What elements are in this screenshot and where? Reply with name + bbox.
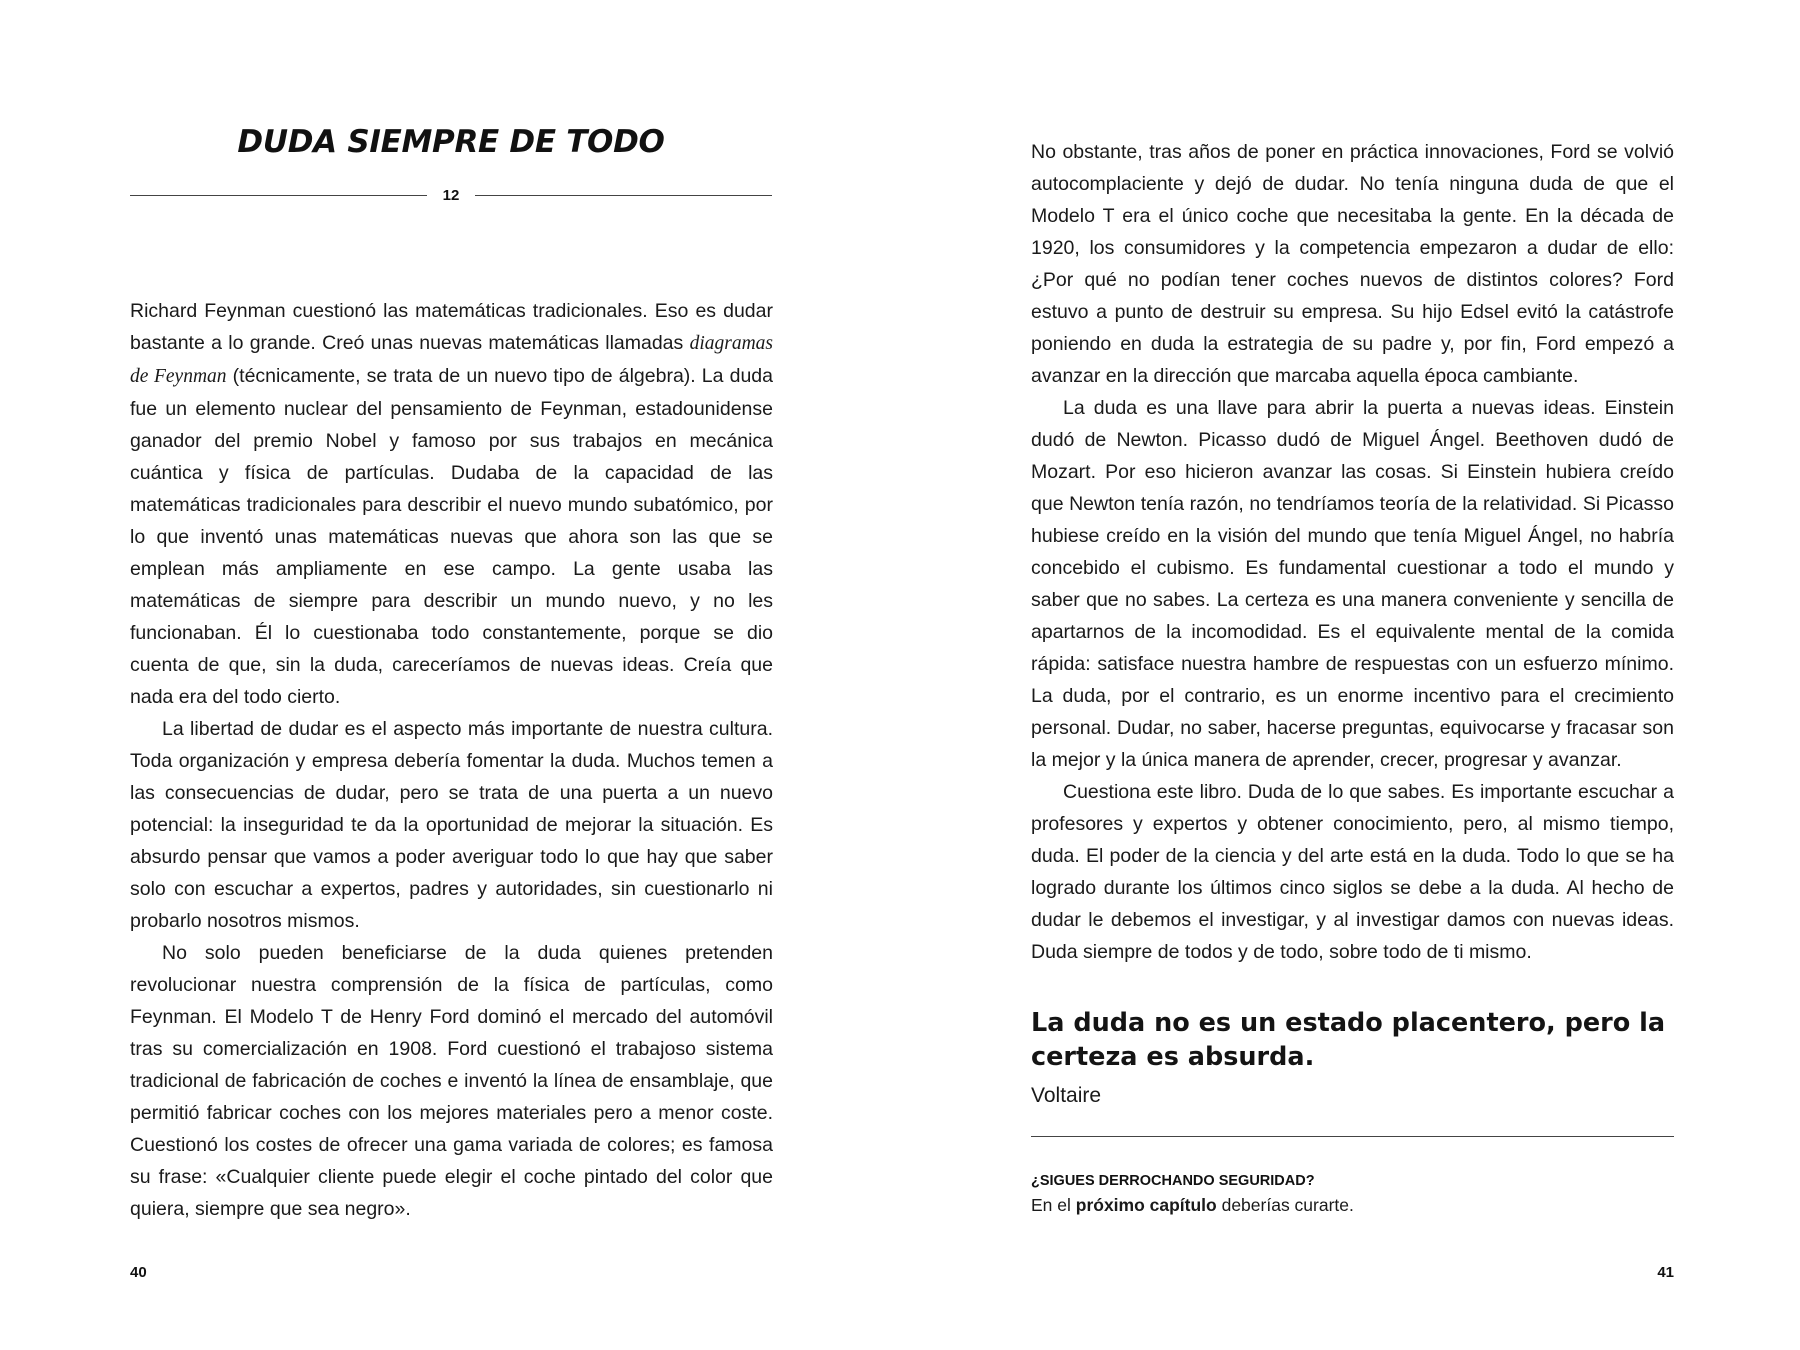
rule-line-right [475, 195, 772, 196]
next-chapter-text [1031, 1192, 1674, 1218]
paragraph [130, 295, 773, 713]
paragraph-text: Richard Feynman cuestionó las matemáticas tradicionales. Eso es dudar bastante a lo grande. Creó unas nuevas matemáticas llamadas [130, 300, 773, 354]
paragraph: La duda es una llave para abrir la puerta a nuevas ideas. Einstein dudó de Newton. Picasso dudó de Miguel Ángel. Beethoven dudó de Mozart. Por eso hicieron avanzar las cosas. Si Einstein hubiera creído que Newton tenía razón, no tendríamos teoría de la relatividad. Si Picasso hubiese creído en la visión del mundo que tenía Miguel Ángel, no habría concebido el cubismo. Es fundamental cuestionar a todo el mundo y saber que no sabes. La certeza es una manera conveniente y sencilla de apartarnos de la incomodidad. Es el equivalente mental de la comida rápida: satisface nuestra hambre de respuestas con un esfuerzo mínimo. La duda, por el contrario, es un enorme incentivo para el crecimiento personal. Dudar, no saber, hacerse preguntas, equivocarse y fracasar son la mejor y la única manera de aprender, crecer, progresar y avanzar. [1031, 397, 1674, 771]
rule-line-left [130, 195, 427, 196]
page-number: 41 [1657, 1264, 1674, 1281]
paragraph: No solo pueden beneficiarse de la duda quienes pretenden revolucionar nuestra comprensión de la física de partículas, como Feynman. El Modelo T de Henry Ford dominó el mercado del automóvil tras su comercialización en 1908. Ford cuestionó el trabajoso sistema tradicional de fabricación de coches e inventó la línea de ensamblaje, que permitió fabricar coches con los mejores materiales pero a menor coste. Cuestionó los costes de ofrecer una gama variada de colores; es famosa su frase: «Cualquier cliente puede elegir el coche pintado del color que quiera, siempre que sea negro». [130, 942, 773, 1220]
quote-author: Voltaire [1031, 1084, 1102, 1107]
right-page [900, 0, 1800, 1350]
next-chapter-teaser [1031, 1170, 1674, 1218]
paragraph: La libertad de dudar es el aspecto más importante de nuestra cultura. Toda organización y empresa debería fomentar la duda. Muchos temen a las consecuencias de dudar, pero se trata de una puerta a un nuevo potencial: la inseguridad te da la oportunidad de mejorar la situación. Es absurdo pensar que vamos a poder averiguar todo lo que hay que saber solo con escuchar a expertos, padres y autoridades, sin cuestionarlo ni probarlo nosotros mismos. [130, 718, 773, 932]
right-body-text [1031, 136, 1674, 968]
next-text-before: En el [1031, 1195, 1076, 1215]
divider [1031, 1136, 1674, 1137]
italic-term: diagramas de Feynman [130, 333, 773, 387]
next-text-after: deberías curarte. [1216, 1195, 1354, 1215]
paragraph-text: (técnicamente, se trata de un nuevo tipo de álgebra). La duda fue un elemento nuclear del pensamiento de Feynman, estadounidense ganador del premio Nobel y famoso por sus trabajos en mecánica cuántica y física de partículas. Dudaba de la capacidad de las matemáticas tradicionales para describir el nuevo mundo subatómico, por lo que inventó unas matemáticas nuevas que ahora son las que se emplean más ampliamente en ese campo. La gente usaba las matemáticas de siempre para describir un mundo nuevo, y no les funcionaban. Él lo cuestionaba todo constantemente, porque se dio cuenta de que, sin la duda, careceríamos de nuevas ideas. Creía que nada era del todo cierto. [130, 365, 773, 708]
quote-block [1031, 1006, 1674, 1108]
chapter-title: DUDA SIEMPRE DE TODO [237, 124, 665, 160]
page-number: 40 [130, 1264, 147, 1281]
next-chapter-heading: ¿SIGUES DERROCHANDO SEGURIDAD? [1031, 1173, 1315, 1189]
chapter-number: 12 [442, 186, 460, 204]
paragraph: No obstante, tras años de poner en práctica innovaciones, Ford se volvió autocomplaciente y dejó de dudar. No tenía ninguna duda de que el Modelo T era el único coche que necesitaba la gente. En la década de 1920, los consumidores y la competencia empezaron a dudar de ello: ¿Por qué no podían tener coches nuevos de distintos colores? Ford estuvo a punto de destruir su empresa. Su hijo Edsel evitó la catástrofe poniendo en duda la estrategia de su padre y, por fin, Ford empezó a avanzar en la dirección que marcaba aquella época cambiante. [1031, 141, 1674, 387]
paragraph: Cuestiona este libro. Duda de lo que sabes. Es importante escuchar a profesores y expertos y obtener conocimiento, pero, al mismo tiempo, duda. El poder de la ciencia y del arte está en la duda. Todo lo que se ha logrado durante los últimos cinco siglos se debe a la duda. Al hecho de dudar le debemos el investigar, y al investigar damos con nuevas ideas. Duda siempre de todos y de todo, sobre todo de ti mismo. [1031, 781, 1674, 963]
chapter-number-rule [130, 180, 772, 210]
next-text-bold: próximo capítulo [1075, 1195, 1217, 1215]
quote-text: La duda no es un estado placentero, pero la certeza es absurda. [1031, 1008, 1666, 1072]
left-body-text [130, 295, 773, 1225]
